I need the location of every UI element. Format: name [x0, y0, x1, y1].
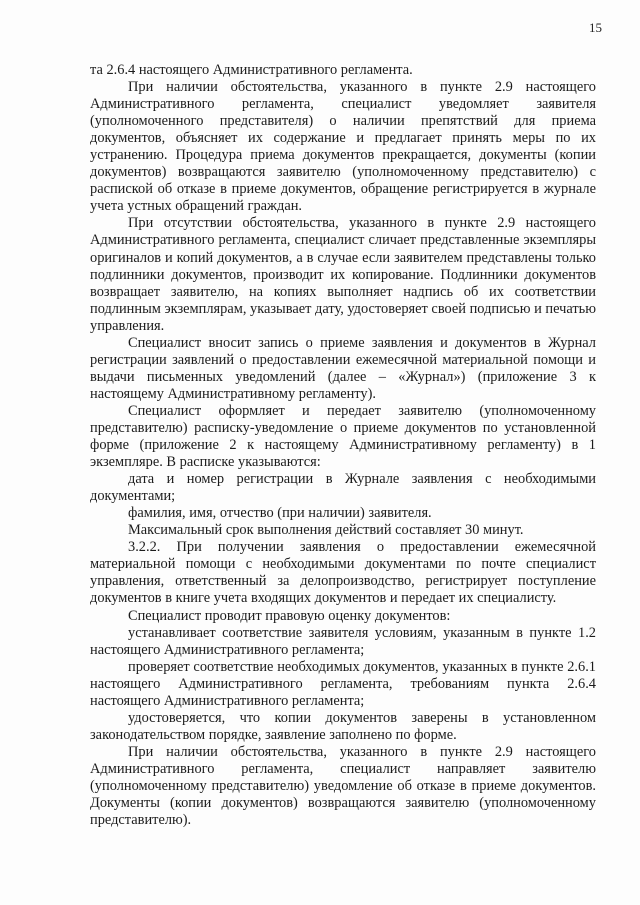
paragraph-13: удостоверяется, что копии документов заверены в установленном законодательством порядке, заявление заполнено по форме. — [90, 709, 596, 743]
paragraph-10: Специалист проводит правовую оценку документов: — [128, 607, 451, 624]
paragraph-3: При отсутствии обстоятельства, указанного в пункте 2.9 настоящего Административного регламента, специалист сличает представленные экземпляры оригиналов и копий документов, а в случае если заявителем представлены только подлинники документов, производит их копирование. Подлинники документов возвращает заявителю, на копиях выполняет надпись об их соответствии подлинным экземплярам, указывает дату, удостоверяет своей подписью и печатью управления. — [90, 215, 596, 334]
paragraph-6: дата и номер регистрации в Журнале заявления с необходимыми документами; — [90, 471, 596, 505]
paragraph-5: Специалист оформляет и передает заявителю (уполномоченному представителю) расписку-уведомление о приеме документов по установленной форме (приложение 2 к настоящему Административному регламенту) в 1 экземпляре. В расписке указываются: — [90, 402, 596, 471]
paragraph-11: устанавливает соответствие заявителя условиям, указанным в пункте 1.2 настоящего Административного регламента; — [90, 624, 596, 658]
page-number: 15 — [589, 20, 602, 35]
paragraph-12: проверяет соответствие необходимых документов, указанных в пункте 2.6.1 настоящего Административного регламента, требованиям пункта 2.6.4 настоящего Административного регламента; — [90, 658, 596, 709]
paragraph-8: Максимальный срок выполнения действий составляет 30 минут. — [128, 522, 524, 539]
paragraph-14: При наличии обстоятельства, указанного в пункте 2.9 настоящего Административного регламента, специалист направляет заявителю (уполномоченному представителю) уведомление об отказе в приеме документов. Документы (копии документов) возвращаются заявителю (уполномоченному представителю). — [90, 743, 596, 829]
paragraph-2: При наличии обстоятельства, указанного в пункте 2.9 настоящего Административного регламента, специалист уведомляет заявителя (уполномоченного представителя) о наличии препятствий для приема документов, объясняет их содержание и предлагает принять меры по их устранению. Процедура приема документов прекращается, документы (копии документов) возвращаются заявителю (уполномоченному представителю) с распиской об отказе в приеме документов, обращение регистрируется в журнале учета устных обращений граждан. — [90, 79, 596, 215]
paragraph-4: Специалист вносит запись о приеме заявления и документов в Журнал регистрации заявлений о предоставлении ежемесячной материальной помощи и выдачи письменных уведомлений (далее – «Журнал») (приложение 3 к настоящему Административному регламенту). — [90, 334, 596, 402]
paragraph-7: фамилия, имя, отчество (при наличии) заявителя. — [128, 505, 432, 522]
paragraph-1: та 2.6.4 настоящего Административного регламента. — [90, 62, 413, 78]
document-body — [90, 62, 596, 829]
paragraph-9: 3.2.2. При получении заявления о предоставлении ежемесячной материальной помощи с необходимыми документами по почте специалист управления, ответственный за делопроизводство, регистрирует поступление документов в книге учета входящих документов и передает их специалисту. — [90, 539, 596, 607]
